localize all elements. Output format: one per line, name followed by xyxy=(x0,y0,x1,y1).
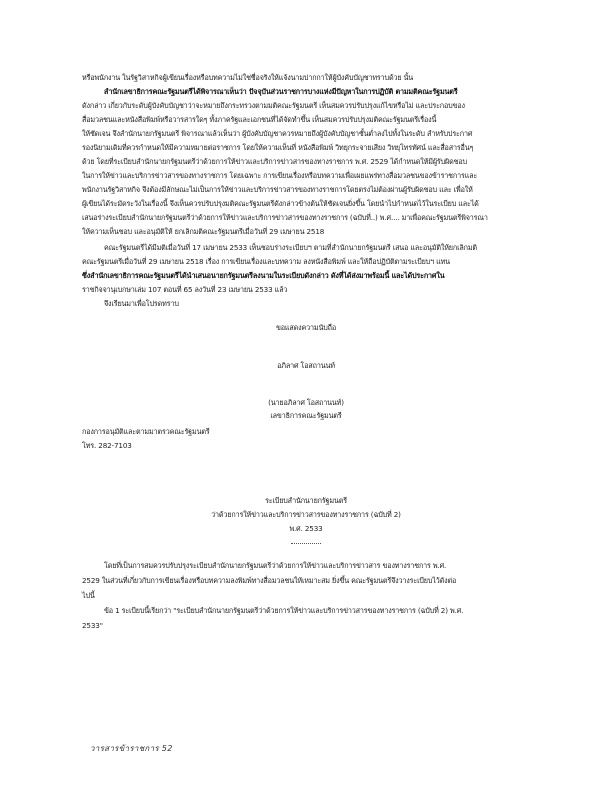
page-footer: วารสารข้าราชการ 52 xyxy=(90,744,173,753)
regulation-para1-line-1: โดยที่เป็นการสมควรปรับปรุงระเบียบสำนักนายกรัฐมนตรีว่าด้วยการให้ข่าวและบริการข่าวสาร ของทางราชการ พ.ศ. xyxy=(104,561,447,570)
para1-line-1: หรือพนักงาน ในรัฐวิสาหกิจผู้เขียนเรื่องหรือบทความไม่ใช่ชื่อจริงให้แจ้งนามปากกาให้ผู้บังคับบัญชาทราบด้วย นั้น xyxy=(82,73,414,82)
para3-line-1: คณะรัฐมนตรีได้มีมติเมื่อวันที่ 17 เมษายน 2533 เห็นชอบร่างระเบียบฯ ตามที่สำนักนายกรัฐมนตรี เสนอ และอนุมัติให้ยกเลิกมติ xyxy=(104,243,477,252)
para2-line-7: ในการให้ข่าวและบริการข่าวสารของทางราชการ โดยเฉพาะ การเขียนเรื่องหรือบทความเพื่อเผยแพร่ทางสื่อมวลชนของข้าราชการและ xyxy=(82,171,478,180)
para2-line-5: รองนิยามเดิมที่ควรกำหนดให้มีความหมายต่อราชการ โดยให้ความเห็นที่ หนังสือพิมพ์ วิทยุกระจายเสียง วิทยุโทรทัศน์ และสื่อสารอื่นๆ xyxy=(82,143,474,152)
regulation-title-1: ระเบียบสำนักนายกรัฐมนตรี xyxy=(265,496,347,505)
closing-text: ขอแสดงความนับถือ xyxy=(275,323,337,332)
regulation-title-2: ว่าด้วยการให้ข่าวและบริการข่าวสารของทางราชการ (ฉบับที่ 2) xyxy=(211,510,401,519)
regulation-para1-line-2: 2529 ในส่วนที่เกี่ยวกับการเขียนเรื่องหรือบทความลงพิมพ์ทางสื่อมวลชนให้เหมาะสม ยิ่งขึ้น คณะรัฐมนตรีจึงวางระเบียบไว้ดังต่อ xyxy=(82,576,457,585)
para4-line: จึงเรียนมาเพื่อโปรดทราบ xyxy=(104,299,179,308)
para3-line-3: ซึ่งสำนักเลขาธิการคณะรัฐมนตรีได้นำเสนอนายกรัฐมนตรีลงนามในระเบียบดังกล่าว ดังที่ได้ส่งมาพร้อมนี้ และได้ประกาศใน xyxy=(82,271,445,280)
para2-line-9: ผู้เขียนได้ระมัดระวังในเรื่องนี้ จึงเห็นควรปรับปรุงมติคณะรัฐมนตรีดังกล่าวข้างต้นให้ชัดเจนยิ่งขึ้น โดยนำไปกำหนดไว้ในระเบียบ และได้ xyxy=(82,199,479,208)
regulation-para2-line-2: 2533" xyxy=(82,621,103,630)
para2-line-8: พนักงานรัฐวิสาหกิจ จึงต้องมีลักษณะไม่เป็นการให้ข่าวและบริการข่าวสารของทางราชการโดยตรงไม่ต้องผ่านผู้รับผิดชอบ และ เพื่อให้ xyxy=(82,185,473,194)
para2-line-6: ด้วย โดยที่ระเบียบสำนักนายกรัฐมนตรีว่าด้วยการให้ข่าวและบริการข่าวสารของทางราชการ พ.ศ. 2529 ได้กำหนดให้มีผู้รับผิดชอบ xyxy=(82,157,467,166)
signature-name-parenthetical: (นายอภิลาศ โอสถานนท์) xyxy=(268,398,344,407)
para2-line-3: สื่อมวลชนและหนังสือพิมพ์หรือวารสารใดๆ ทั้งภาครัฐและเอกชนที่ได้จัดทำขึ้น เห็นสมควรปรับปรุงมติคณะรัฐมนตรีเรื่องนี้ xyxy=(82,115,437,124)
regulation-para1-line-3: ไปนี้ xyxy=(82,591,95,600)
para2-line-2: ดังกล่าว เกี่ยวกับระดับผู้บังคับบัญชาว่าจะหมายถึงกระทรวงตามมติคณะรัฐมนตรี เห็นสมควรปรับปรุงแก้ไขหรือไม่ และประกอบของ xyxy=(82,101,465,110)
office-name: กองการอนุมัติและตามมาตรวคณะรัฐมนตรี xyxy=(82,427,210,436)
regulation-para2-line-1: ข้อ 1 ระเบียบนี้เรียกว่า "ระเบียบสำนักนายกรัฐมนตรีว่าด้วยการให้ข่าวและบริการข่าวสารของทางราชการ (ฉบับที่ 2) พ.ศ. xyxy=(104,606,464,615)
regulation-year: พ.ศ. 2533 xyxy=(289,524,323,533)
office-telephone: โทร. 282-7103 xyxy=(82,441,132,450)
signature-name: อภิลาศ โอสถานนท์ xyxy=(277,361,335,370)
para3-line-4: ราชกิจจานุเบกษาเล่ม 107 ตอนที่ 65 ลงวันที่ 23 เมษายน 2533 แล้ว xyxy=(82,285,288,294)
para3-line-2: คณะรัฐมนตรีเมื่อวันที่ 29 เมษายน 2518 เรื่อง การเขียนเรื่องและบทความ ลงหนังสือพิมพ์ และให้ถือปฏิบัติตามระเบียบฯ แทน xyxy=(82,257,450,266)
signature-title: เลขาธิการคณะรัฐมนตรี xyxy=(270,411,342,420)
para2-line-10: เสนอร่างระเบียบสำนักนายกรัฐมนตรีว่าด้วยการให้ข่าวและบริการข่าวสารของทางราชการ (ฉบับที่..) พ.ศ.... มาเพื่อคณะรัฐมนตรีพิจารณา xyxy=(82,213,488,222)
para2-line-11: ให้ความเห็นชอบ และอนุมัติให้ ยกเลิกมติคณะรัฐมนตรีเมื่อวันที่ 29 เมษายน 2518 xyxy=(82,227,325,236)
para2-line-4: ให้ชัดเจน จึงสำนักนายกรัฐมนตรี พิจารณาแล้วเห็นว่า ผู้บังคับบัญชาควรหมายถึงผู้บังคับบัญชาชั้นต่ำลงไปทั้งในระดับ สำหรับประกาศ xyxy=(82,129,473,138)
divider-dotted xyxy=(291,543,321,544)
para2-line-1: สำนักเลขาธิการคณะรัฐมนตรีได้พิจารณาเห็นว่า ปัจจุบันส่วนราชการบางแห่งมีปัญหาในการปฏิบัติ ตามมติคณะรัฐมนตรี xyxy=(104,87,458,96)
